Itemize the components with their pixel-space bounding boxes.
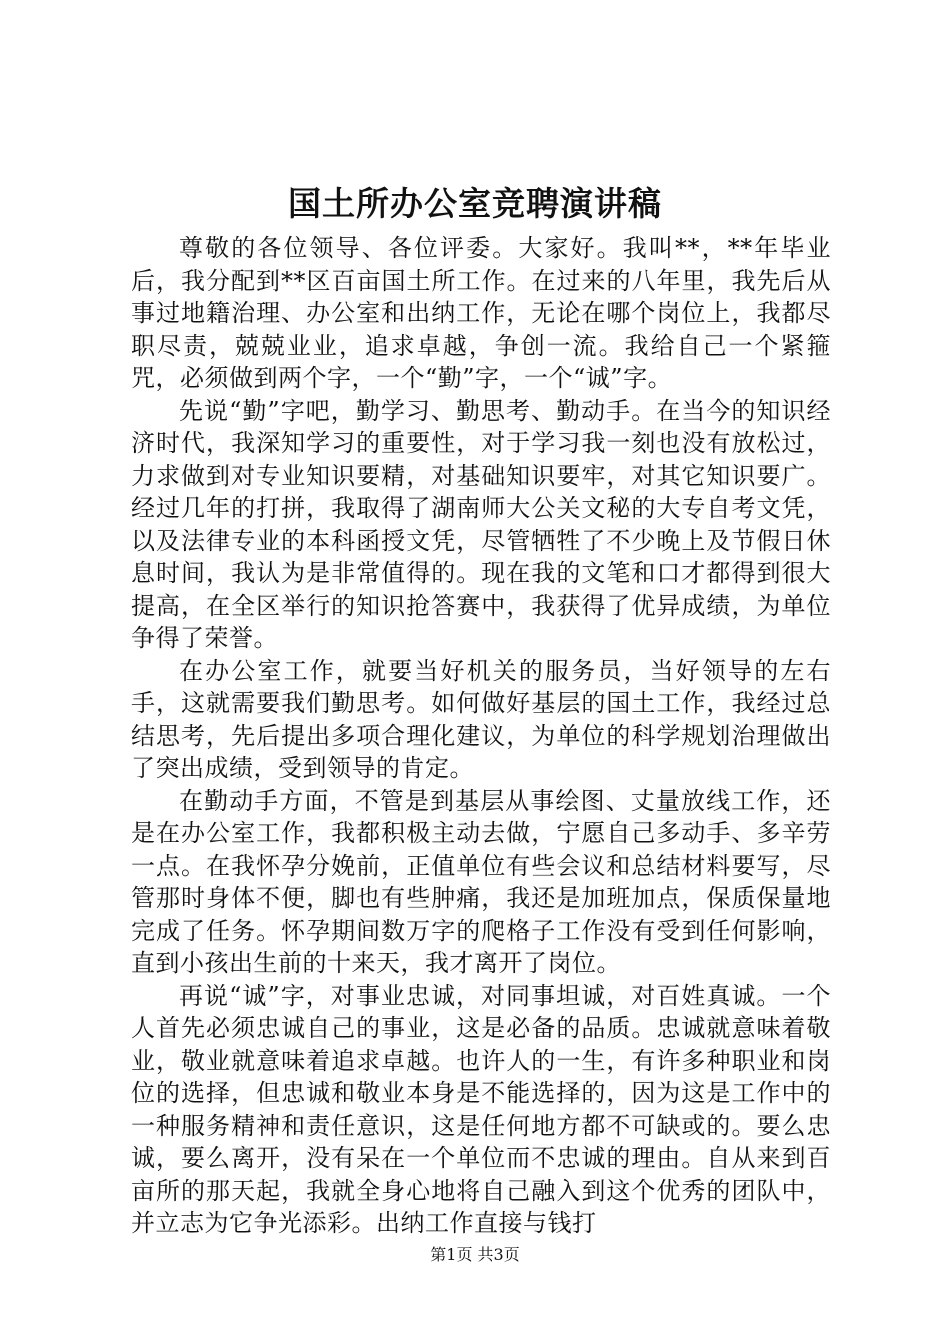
paragraph-4: 在勤动手方面，不管是到基层从事绘图、丈量放线工作，还是在办公室工作，我都积极主动去做，宁愿自己多动手、多辛劳一点。在我怀孕分娩前，正值单位有些会议和总结材料要写，尽管那时身体不便，脚也有些肿痛，我还是加班加点，保质保量地完成了任务。怀孕期间数万字的爬格子工作没有受到任何影响，直到小孩出生前的十来天，我才离开了岗位。 [131,786,831,977]
page-number-footer: 第1页 共3页 [430,1245,520,1264]
paragraph-5: 再说“诚”字，对事业忠诚，对同事坦诚，对百姓真诚。一个人首先必须忠诚自己的事业，这是必备的品质。忠诚就意味着敬业，敬业就意味着追求卓越。也许人的一生，有许多种职业和岗位的选择，但忠诚和敬业本身是不能选择的，因为这是工作中的一种服务精神和责任意识，这是任何地方都不可缺或的。要么忠诚，要么离开，没有呆在一个单位而不忠诚的理由。自从来到百亩所的那天起，我就全身心地将自己融入到这个优秀的团队中，并立志为它争光添彩。出纳工作直接与钱打 [131,981,831,1237]
paragraph-3: 在办公室工作，就要当好机关的服务员，当好领导的左右手，这就需要我们勤思考。如何做好基层的国土工作，我经过总结思考，先后提出多项合理化建议，为单位的科学规划治理做出了突出成绩，受到领导的肯定。 [131,656,831,782]
document-body [131,232,831,1240]
paragraph-2: 先说“勤”字吧，勤学习、勤思考、勤动手。在当今的知识经济时代，我深知学习的重要性，对于学习我一刻也没有放松过，力求做到对专业知识要精，对基础知识要牢，对其它知识要广。经过几年的打拼，我取得了湖南师大公关文秘的大专自考文凭，以及法律专业的本科函授文凭，尽管牺牲了不少晚上及节假日休息时间，我认为是非常值得的。现在我的文笔和口才都得到很大提高，在全区举行的知识抢答赛中，我获得了优异成绩，为单位争得了荣誉。 [131,396,831,652]
paragraph-1: 尊敬的各位领导、各位评委。大家好。我叫**，**年毕业后，我分配到**区百亩国土所工作。在过来的八年里，我先后从事过地籍治理、办公室和出纳工作，无论在哪个岗位上，我都尽职尽责，兢兢业业，追求卓越，争创一流。我给自己一个紧箍咒，必须做到两个字，一个“勤”字，一个“诚”字。 [131,234,831,392]
document-title: 国土所办公室竞聘演讲稿 [288,184,662,223]
